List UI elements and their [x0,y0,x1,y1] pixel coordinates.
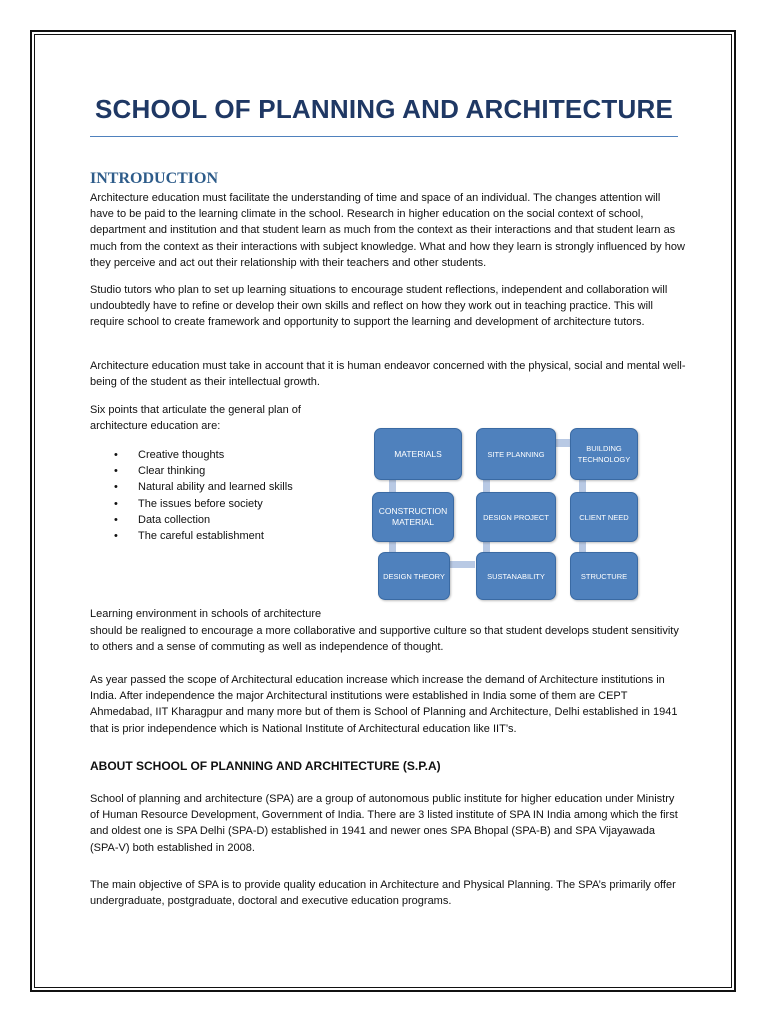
list-item [110,463,293,479]
node-building-technology: BUILDING TECHNOLOGY [570,428,638,480]
bullet-icon: • [114,513,118,526]
node-design-theory: DESIGN THEORY [378,552,450,600]
six-points-list [110,447,293,544]
list-item [110,512,293,528]
bullet-icon: • [114,481,118,494]
intro-paragraph-3: Architecture education must take in account that it is human endeavor concerned with the physical, social and mental well-being of the student as their intellectual growth. [90,360,686,389]
list-item-text: Natural ability and learned skills [138,481,293,494]
node-construction-material: CONSTRUCTION MATERIAL [372,492,454,542]
connector-design-project-to-sustainability [483,541,490,552]
list-item [110,479,293,495]
learning-environment-paragraph: should be realigned to encourage a more collaborative and supportive culture so that student develops student sensitivity to others and a sense of commuting as well as independence of thought. [90,625,679,654]
node-site-planning: SITE PLANNING [476,428,556,480]
connector-theory-to-sustainability [449,561,475,568]
list-item-text: Clear thinking [138,465,206,478]
learning-environment-line: Learning environment in schools of architecture [90,608,322,620]
six-points-intro: Six points that articulate the general plan of architecture education are: [90,404,301,433]
history-paragraph: As year passed the scope of Architectural education increase which increase the demand of Architecture institutions in India. After independence the major Architectural institutions were established in India some of them are CEPT Ahmedabad, IIT Kharagpur and many more but of them is School of Planning and Architecture, Delhi established in 1941 that is prior independence which is National Institute of Architectural education like IIT’s. [90,674,678,735]
list-item [110,528,293,544]
introduction-heading: INTRODUCTION [90,170,219,187]
bullet-icon: • [114,465,118,478]
architecture-education-diagram [370,428,642,604]
list-item [110,496,293,512]
connector-client-to-structure [579,541,586,552]
title-underline [90,136,678,137]
connector-construction-to-design-theory [389,541,396,552]
list-item-text: Data collection [138,513,211,526]
list-item [110,447,293,463]
node-design-project: DESIGN PROJECT [476,492,556,542]
intro-paragraph-2: Studio tutors who plan to set up learning situations to encourage student reflections, independent and collaboration will undoubtedly have to refine or develop their own skills and reflect on how they work out in teaching practice. This will require school to create framework and opportunity to support the learning and development of architecture tutors. [90,284,668,329]
list-item-text: The issues before society [138,497,263,510]
list-item-text: The careful establishment [138,530,264,543]
about-paragraph-1: School of planning and architecture (SPA) are a group of autonomous public institute for higher education under Ministry of Human Resource Development, Government of India. There are 3 listed institute of SPA IN India among which the first and oldest one is SPA Delhi (SPA-D) established in 1941 and newer ones SPA Bhopal (SPA-B) and SPA Vijayawada (SPA-V) both established in 2008. [90,793,678,854]
about-spa-heading: ABOUT SCHOOL OF PLANNING AND ARCHITECTURE (S.P.A) [90,759,441,773]
bullet-icon: • [114,497,118,510]
list-item-text: Creative thoughts [138,449,225,461]
node-materials: MATERIALS [374,428,462,480]
node-client-need: CLIENT NEED [570,492,638,542]
node-sustainability: SUSTANABILITY [476,552,556,600]
intro-paragraph-1: Architecture education must facilitate the understanding of time and space of an individual. The changes attention will have to be paid to the learning climate in the school. Research in higher education on the social context of school, department and institution and that student learn as much from the context as their interactions and that student learn as much from the context as their interactions with subject knowledge. What and how they learn is strongly influenced by how they perceive and act out their relationship with their teachers and other students. [90,192,685,269]
node-structure: STRUCTURE [570,552,638,600]
page-title: SCHOOL OF PLANNING AND ARCHITECTURE [94,94,674,124]
about-paragraph-2: The main objective of SPA is to provide quality education in Architecture and Physical Planning. The SPA’s primarily offer undergraduate, postgraduate, doctoral and executive education programs. [90,879,676,908]
bullet-icon: • [114,449,118,461]
bullet-icon: • [114,530,118,543]
